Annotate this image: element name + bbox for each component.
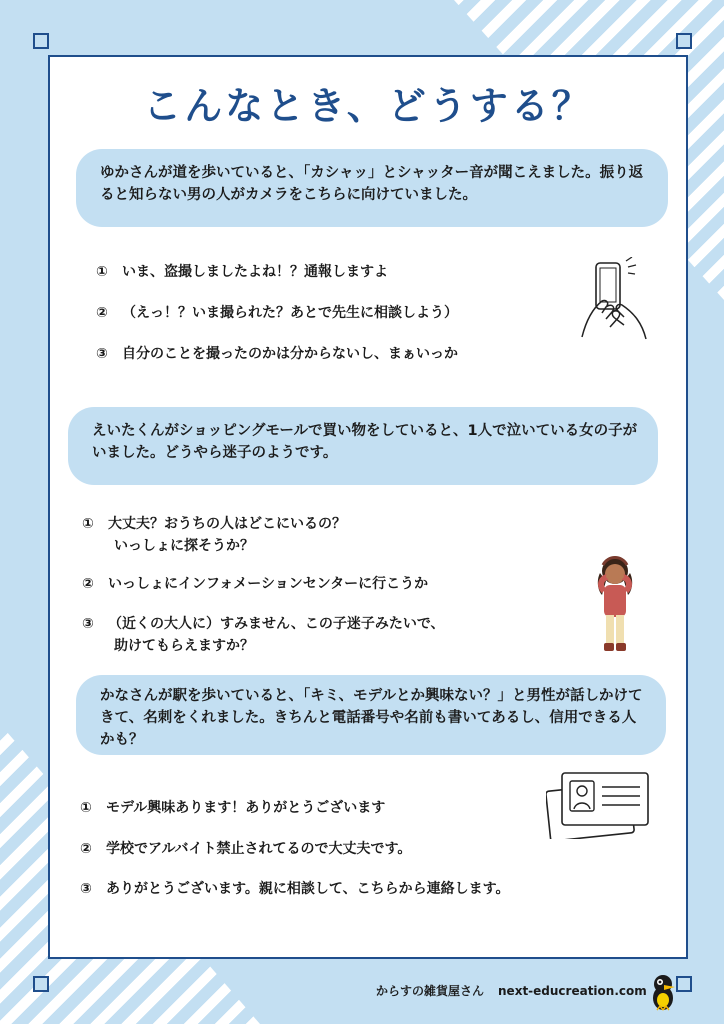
- option-number: ①: [96, 264, 108, 280]
- scenario-3-option-3[interactable]: [80, 878, 509, 900]
- option-number: ③: [80, 881, 92, 897]
- option-text-continued: いっしょに探そうか？: [114, 538, 254, 554]
- corner-square-bottom-left: [33, 976, 49, 992]
- scenario-1-option-1[interactable]: [96, 261, 388, 283]
- option-text: 大丈夫？おうちの人はどこにいるの？: [108, 516, 346, 532]
- worksheet-card: [48, 55, 688, 959]
- crying-girl-icon: [590, 551, 640, 657]
- option-text: ありがとうございます。親に相談して、こちらから連絡します。: [106, 881, 510, 897]
- footer-url-link[interactable]: next-educreation.com: [498, 984, 647, 998]
- phone-camera-hands-icon: [576, 257, 652, 345]
- scenario-1-option-2[interactable]: [96, 302, 458, 324]
- scenario-3-option-1[interactable]: [80, 797, 385, 819]
- page-title: こんなとき、どうする？: [143, 84, 593, 128]
- scenario-2-option-2[interactable]: [82, 573, 428, 595]
- scenario-2-option-3[interactable]: [82, 613, 445, 657]
- scenario-1-bubble: ゆかさんが道を歩いていると、「カシャッ」とシャッター音が聞こえました。振り返ると知らない男の人がカメラをこちらに向けていました。: [76, 149, 668, 227]
- option-text: 学校でアルバイト禁止されてるので大丈夫です。: [106, 841, 412, 857]
- option-text: 自分のことを撮ったのかは分からないし、まぁいっか: [122, 346, 458, 362]
- option-number: ①: [82, 516, 94, 532]
- footer-brand: からすの雑貨屋さん: [376, 984, 485, 998]
- scenario-2-bubble: えいたくんがショッピングモールで買い物をしていると、1人で泣いている女の子がいました。どうやら迷子のようです。: [68, 407, 658, 485]
- corner-square-top-right: [676, 33, 692, 49]
- option-number: ②: [82, 576, 94, 592]
- option-number: ②: [96, 305, 108, 321]
- option-text: いま、盗撮しましたよね！？通報しますよ: [122, 264, 388, 280]
- corner-square-bottom-right: [676, 976, 692, 992]
- option-text: （近くの大人に）すみません、この子迷子みたいで、: [108, 616, 445, 632]
- scenario-1-option-3[interactable]: [96, 343, 458, 365]
- option-text: モデル興味あります！ありがとうございます: [106, 800, 386, 816]
- footer: [376, 982, 647, 999]
- business-cards-icon: [546, 769, 652, 839]
- corner-square-top-left: [33, 33, 49, 49]
- scenario-3-bubble: かなさんが駅を歩いていると、「キミ、モデルとか興味ない？」と男性が話しかけてきて、名刺をくれました。きちんと電話番号や名前も書いてあるし、信用できる人かも？: [76, 675, 666, 755]
- option-number: ②: [80, 841, 92, 857]
- option-text: いっしょにインフォメーションセンターに行こうか: [108, 576, 429, 592]
- option-text: （えっ！？いま撮られた？あとで先生に相談しよう）: [122, 305, 458, 321]
- scenario-3-option-2[interactable]: [80, 838, 411, 860]
- option-number: ③: [82, 616, 94, 632]
- option-text-continued: 助けてもらえますか？: [114, 638, 254, 654]
- crow-mascot-icon: [648, 972, 678, 1012]
- scenario-2-option-1[interactable]: [82, 513, 346, 557]
- option-number: ①: [80, 800, 92, 816]
- option-number: ③: [96, 346, 108, 362]
